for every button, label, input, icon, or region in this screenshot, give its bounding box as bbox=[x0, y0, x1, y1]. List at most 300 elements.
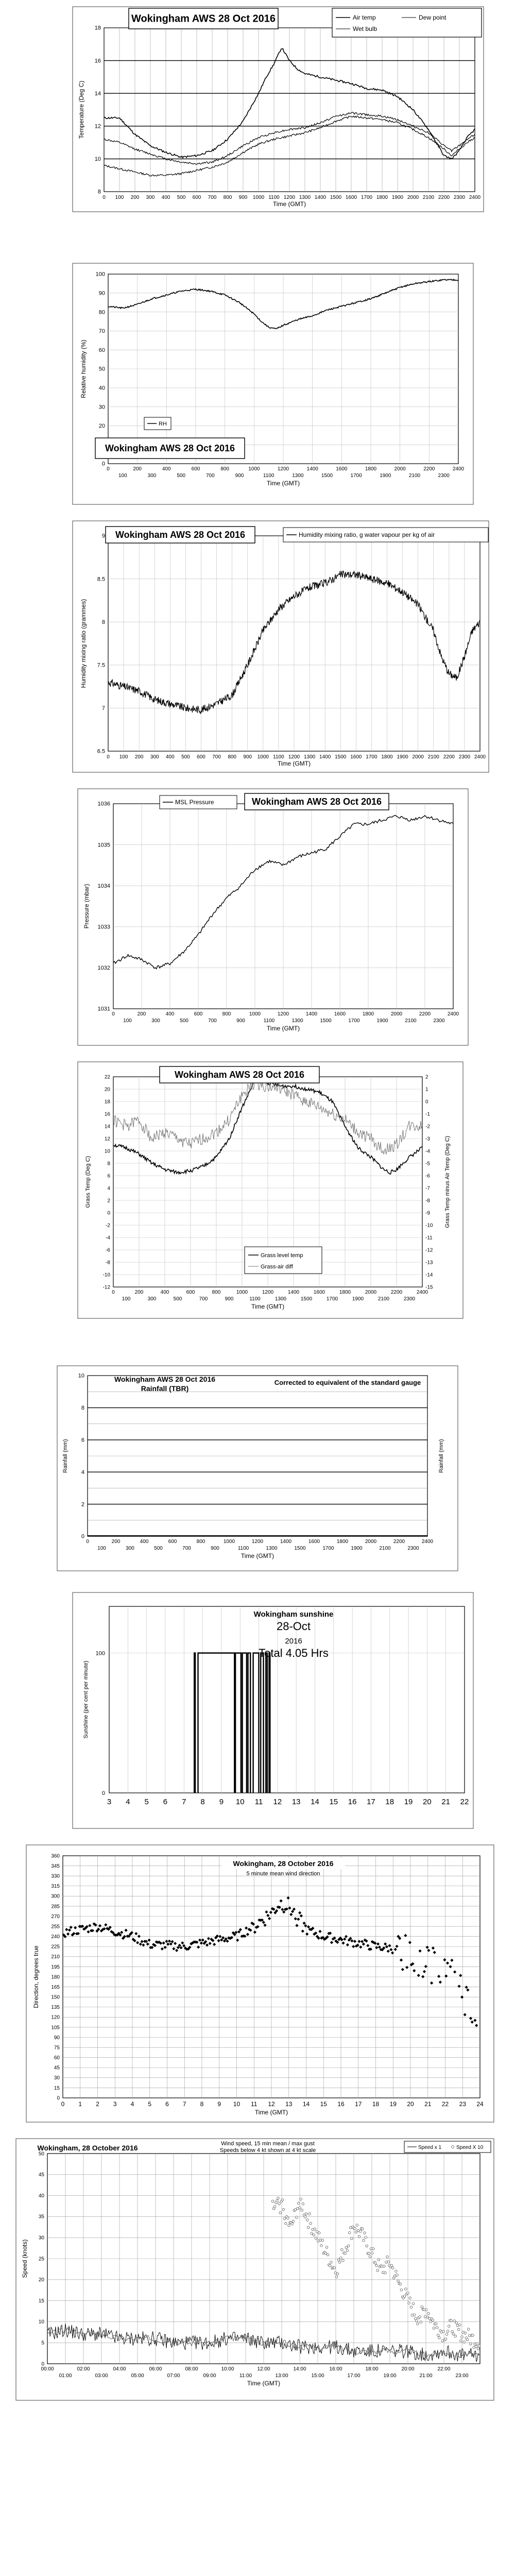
x-axis-tick-label: 21 bbox=[441, 1798, 451, 1806]
speed-x10-point bbox=[347, 2245, 350, 2247]
x-axis-tick-label: 18:00 bbox=[365, 2366, 379, 2372]
chart-subtitle: 5 minute mean wind direction bbox=[246, 1871, 320, 1877]
x-axis-tick-label: 400 bbox=[161, 195, 170, 200]
y-axis-label: Temperature (Deg C) bbox=[78, 80, 85, 139]
x-axis-tick-label: 500 bbox=[177, 473, 186, 479]
speed-x10-point bbox=[376, 2269, 379, 2272]
speed-x10-point bbox=[450, 2319, 453, 2322]
x-axis-tick-label: 1400 bbox=[319, 754, 331, 760]
speed-x10-point bbox=[313, 2234, 315, 2236]
x-axis-tick-label: 300 bbox=[126, 1546, 134, 1551]
x-axis-tick-label: 2300 bbox=[407, 1546, 419, 1551]
y-axis-tick-label-right: -13 bbox=[425, 1260, 433, 1266]
speed-x10-point bbox=[410, 2306, 413, 2309]
x-axis-tick-label: 1 bbox=[78, 2100, 82, 2108]
sunshine-bar bbox=[269, 1653, 270, 1793]
x-axis-tick-label: 1200 bbox=[277, 466, 289, 472]
x-axis-tick-label: 11 bbox=[254, 1798, 263, 1806]
x-axis-tick-label: 1400 bbox=[314, 195, 327, 200]
speed-x10-point bbox=[372, 2248, 375, 2250]
panel-border bbox=[78, 1062, 463, 1318]
x-axis-tick-label: 2300 bbox=[403, 1296, 416, 1302]
panel-border bbox=[26, 1845, 494, 2122]
chart-note: Speeds below 4 kt shown at 4 kt scale bbox=[219, 2147, 316, 2154]
speed-x10-point bbox=[459, 2324, 461, 2326]
x-axis-tick-label: 0 bbox=[112, 1290, 115, 1295]
x-axis-tick-label: 1000 bbox=[249, 1011, 261, 1017]
air-temperature-svg bbox=[72, 6, 484, 212]
speed-x10-point bbox=[405, 2288, 407, 2291]
speed-x10-point bbox=[354, 2227, 356, 2230]
sunshine-chart bbox=[72, 1592, 474, 1829]
y-axis-tick-label: 1032 bbox=[97, 965, 110, 972]
x-axis-tick-label: 200 bbox=[134, 1290, 144, 1295]
x-axis-tick-label: 1700 bbox=[326, 1296, 338, 1302]
speed-x10-point bbox=[292, 2220, 295, 2223]
legend-entry-dew-point: Dew point bbox=[419, 14, 447, 21]
x-axis-tick-label: 800 bbox=[196, 1539, 205, 1545]
x-axis-tick-label: 23:00 bbox=[455, 2373, 469, 2379]
y-axis-tick-label: 0 bbox=[57, 2095, 60, 2102]
speed-x10-point bbox=[300, 2198, 302, 2200]
x-axis-tick-label: 24 bbox=[476, 2100, 484, 2108]
speed-x10-point bbox=[355, 2231, 357, 2233]
y-axis-label: Sunshine (per cent per minute) bbox=[83, 1660, 89, 1739]
speed-x10-point bbox=[321, 2239, 324, 2242]
speed-x10-point bbox=[306, 2219, 308, 2222]
x-axis-tick-label: 13:00 bbox=[275, 2373, 288, 2379]
x-axis-tick-label: 01:00 bbox=[59, 2373, 72, 2379]
y-axis-tick-label: -10 bbox=[102, 1272, 110, 1278]
x-axis-tick-label: 3 bbox=[113, 2100, 117, 2108]
x-axis-tick-label: 2000 bbox=[407, 195, 419, 200]
x-axis-tick-label: 1800 bbox=[365, 466, 377, 472]
speed-x10-point bbox=[284, 2222, 287, 2225]
x-axis-tick-label: 2400 bbox=[474, 754, 486, 760]
wind-direction-svg bbox=[26, 1844, 494, 2123]
speed-x10-point bbox=[337, 2259, 340, 2261]
x-axis-tick-label: 10 bbox=[235, 1798, 245, 1806]
y-axis-tick-label: 80 bbox=[98, 309, 105, 316]
speed-x10-point bbox=[341, 2248, 344, 2251]
speed-x10-point bbox=[386, 2256, 389, 2258]
x-axis-tick-label: 1700 bbox=[350, 473, 362, 479]
legend-entry-hmr: Humidity mixing ratio, g water vapour per kg of air bbox=[299, 531, 435, 538]
speed-x10-point bbox=[368, 2252, 370, 2255]
x-axis-tick-label: 20 bbox=[407, 2100, 414, 2108]
y-axis-tick-label: -4 bbox=[106, 1235, 110, 1241]
x-axis-tick-label: 2300 bbox=[458, 754, 471, 760]
speed-x10-point bbox=[412, 2302, 415, 2305]
x-axis-tick-label: 00:00 bbox=[41, 2366, 54, 2372]
chart-title: Wokingham, 28 October 2016 bbox=[233, 1859, 334, 1868]
x-axis-tick-label: 400 bbox=[140, 1539, 149, 1545]
y-axis-tick-label: -8 bbox=[106, 1260, 110, 1266]
x-axis-tick-label: 1000 bbox=[223, 1539, 235, 1545]
y-axis-tick-label: 1036 bbox=[97, 801, 110, 807]
y-axis-tick-label: 330 bbox=[51, 1873, 60, 1879]
x-axis-tick-label: 900 bbox=[211, 1546, 219, 1551]
speed-x10-point bbox=[383, 2265, 386, 2267]
speed-x10-point bbox=[454, 2335, 457, 2337]
x-axis-tick-label: 15 bbox=[329, 1798, 338, 1806]
speed-x10-point bbox=[330, 2261, 333, 2264]
speed-x10-point bbox=[377, 2259, 380, 2261]
panel-border bbox=[16, 2139, 494, 2400]
x-axis-tick-label: 1600 bbox=[334, 1011, 346, 1017]
y-axis-label: Direction, degrees true bbox=[32, 1945, 40, 2008]
x-axis-tick-label: 1800 bbox=[336, 1539, 349, 1545]
chart-year-label: 2016 bbox=[285, 1637, 302, 1646]
x-axis-tick-label: 300 bbox=[150, 754, 159, 760]
y-axis-tick-label: 6.5 bbox=[97, 748, 105, 755]
speed-x10-point bbox=[432, 2319, 434, 2321]
x-axis-tick-label: 2200 bbox=[393, 1539, 405, 1545]
x-axis-tick-label: 1800 bbox=[339, 1290, 351, 1295]
x-axis-tick-label: 2200 bbox=[419, 1011, 431, 1017]
x-axis-tick-label: 6 bbox=[163, 1798, 168, 1806]
speed-x10-point bbox=[395, 2270, 398, 2273]
x-axis-tick-label: 13 bbox=[285, 2100, 293, 2108]
speed-x10-point bbox=[299, 2207, 301, 2209]
x-axis-tick-label: 100 bbox=[119, 754, 128, 760]
x-axis-tick-label: 19:00 bbox=[383, 2373, 397, 2379]
x-axis-tick-label: 800 bbox=[228, 754, 237, 760]
x-axis-tick-label: 11 bbox=[251, 2100, 258, 2108]
y-axis-tick-label: 50 bbox=[98, 366, 105, 372]
x-axis-tick-label: 1300 bbox=[274, 1296, 287, 1302]
y-axis-tick-label: 100 bbox=[95, 1650, 105, 1657]
y-axis-tick-label-right: -3 bbox=[425, 1136, 430, 1142]
x-axis-tick-label: 2300 bbox=[438, 473, 450, 479]
speed-x10-point bbox=[278, 2202, 281, 2205]
x-axis-tick-label: 0 bbox=[112, 1011, 115, 1017]
x-axis-tick-label: 1700 bbox=[366, 754, 377, 760]
y-axis-tick-label: 150 bbox=[51, 1994, 60, 2001]
speed-x10-point bbox=[358, 2235, 360, 2238]
speed-x10-point bbox=[371, 2252, 373, 2255]
x-axis-tick-label: 200 bbox=[137, 1011, 146, 1017]
x-axis-tick-label: 03:00 bbox=[95, 2373, 108, 2379]
x-axis-tick-label: 1500 bbox=[335, 754, 347, 760]
y-axis-tick-label: 90 bbox=[98, 290, 105, 297]
relative-humidity-chart bbox=[72, 263, 474, 505]
y-axis-tick-label-right: -14 bbox=[425, 1272, 433, 1278]
speed-x10-point bbox=[457, 2328, 460, 2331]
speed-x10-point bbox=[283, 2217, 286, 2220]
x-axis-tick-label: 18 bbox=[385, 1798, 394, 1806]
x-axis-tick-label: 1300 bbox=[292, 473, 304, 479]
chart-title: Wokingham sunshine bbox=[253, 1610, 334, 1619]
x-axis-tick-label: 11:00 bbox=[239, 2373, 252, 2379]
x-axis-tick-label: 800 bbox=[220, 466, 230, 472]
x-axis-tick-label: 2000 bbox=[365, 1539, 377, 1545]
x-axis-tick-label: 1600 bbox=[350, 754, 362, 760]
rainfall-svg bbox=[57, 1365, 458, 1571]
speed-x10-point bbox=[282, 2208, 285, 2211]
y-axis-tick-label: -2 bbox=[106, 1223, 110, 1229]
y-axis-tick-label: 10 bbox=[104, 1148, 110, 1155]
speed-x10-point bbox=[301, 2209, 303, 2212]
legend-entry-rh: RH bbox=[159, 421, 167, 427]
x-axis-tick-label: 500 bbox=[154, 1546, 163, 1551]
y-axis-tick-label: 255 bbox=[51, 1924, 60, 1930]
speed-x10-point bbox=[451, 2330, 454, 2333]
speed-x10-point bbox=[390, 2264, 393, 2267]
x-axis-label: Time (GMT) bbox=[277, 760, 311, 767]
speed-x10-point bbox=[362, 2228, 364, 2230]
speed-x10-point bbox=[363, 2239, 365, 2242]
x-axis-tick-label: 3 bbox=[107, 1798, 112, 1806]
y-axis-label: Pressure (mbar) bbox=[83, 884, 90, 929]
y-axis-tick-label: 15 bbox=[38, 2298, 44, 2304]
x-axis-tick-label: 15:00 bbox=[311, 2373, 324, 2379]
x-axis-tick-label: 0 bbox=[102, 195, 106, 200]
x-axis-tick-label: 20:00 bbox=[401, 2366, 415, 2372]
speed-x10-point bbox=[287, 2217, 289, 2219]
x-axis-tick-label: 0 bbox=[107, 754, 110, 760]
y-axis-tick-label-right: -7 bbox=[425, 1185, 430, 1192]
speed-x10-point bbox=[445, 2333, 448, 2336]
y-axis-tick-label: 105 bbox=[51, 2025, 60, 2031]
speed-x10-point bbox=[466, 2338, 469, 2341]
speed-x10-point bbox=[351, 2238, 353, 2240]
x-axis-tick-label: 500 bbox=[180, 1018, 188, 1024]
speed-x10-point bbox=[281, 2199, 284, 2201]
x-axis-tick-label: 1200 bbox=[262, 1290, 274, 1295]
speed-x10-point bbox=[305, 2213, 307, 2215]
x-axis-tick-label: 500 bbox=[181, 754, 190, 760]
humidity-mixing-ratio-svg bbox=[72, 520, 489, 773]
x-axis-tick-label: 17:00 bbox=[347, 2373, 360, 2379]
x-axis-tick-label: 12:00 bbox=[257, 2366, 270, 2372]
speed-x10-point bbox=[310, 2222, 312, 2225]
x-axis-tick-label: 06:00 bbox=[149, 2366, 162, 2372]
speed-x10-point bbox=[342, 2259, 345, 2262]
y-axis-tick-label: 40 bbox=[38, 2193, 44, 2199]
y-axis-tick-label: 60 bbox=[98, 347, 105, 353]
x-axis-tick-label: 200 bbox=[134, 754, 144, 760]
speed-x10-point bbox=[375, 2264, 378, 2267]
y-axis-tick-label: 5 bbox=[41, 2340, 44, 2346]
speed-x10-point bbox=[338, 2261, 341, 2264]
speed-x10-point bbox=[271, 2200, 274, 2202]
x-axis-tick-label: 1200 bbox=[283, 195, 296, 200]
speed-x10-point bbox=[318, 2232, 321, 2234]
x-axis-tick-label: 13 bbox=[291, 1798, 301, 1806]
x-axis-label: Time (GMT) bbox=[247, 2380, 281, 2387]
x-axis-tick-label: 600 bbox=[191, 466, 200, 472]
y-axis-tick-label: 165 bbox=[51, 1984, 60, 1990]
x-axis-tick-label: 1400 bbox=[287, 1290, 300, 1295]
speed-x10-point bbox=[438, 2336, 441, 2339]
y-axis-tick-label: 100 bbox=[95, 271, 105, 278]
speed-x10-point bbox=[314, 2228, 316, 2230]
y-axis-tick-label-right: -1 bbox=[425, 1111, 430, 1117]
x-axis-tick-label: 2200 bbox=[438, 195, 450, 200]
x-axis-tick-label: 900 bbox=[236, 1018, 245, 1024]
y-axis-tick-label: 15 bbox=[54, 2085, 60, 2091]
x-axis-tick-label: 0 bbox=[107, 466, 110, 472]
x-axis-tick-label: 800 bbox=[212, 1290, 221, 1295]
x-axis-tick-label: 1700 bbox=[322, 1546, 334, 1551]
y-axis-tick-label: 45 bbox=[38, 2172, 44, 2178]
x-axis-tick-label: 22 bbox=[441, 2100, 449, 2108]
y-axis-tick-label: 8 bbox=[81, 1405, 84, 1412]
y-axis-tick-label: 6 bbox=[81, 1437, 84, 1444]
y-axis-label-right: Grass Temp minus Air Temp (Deg C) bbox=[444, 1136, 451, 1228]
x-axis-tick-label: 09:00 bbox=[203, 2373, 216, 2379]
speed-x10-point bbox=[470, 2343, 472, 2345]
y-axis-tick-label: 360 bbox=[51, 1853, 60, 1859]
speed-x10-point bbox=[455, 2321, 458, 2324]
x-axis-tick-label: 600 bbox=[192, 195, 201, 200]
legend-entry-grass-level-temp: Grass level temp bbox=[261, 1252, 303, 1259]
x-axis-tick-label: 1500 bbox=[321, 473, 333, 479]
y-axis-tick-label: 25 bbox=[38, 2256, 44, 2262]
x-axis-tick-label: 5 bbox=[144, 1798, 149, 1806]
x-axis-tick-label: 1200 bbox=[251, 1539, 264, 1545]
chart-title: Wokingham AWS 28 Oct 2016 bbox=[115, 530, 246, 540]
y-axis-tick-label: 12 bbox=[94, 123, 101, 130]
msl-pressure-svg bbox=[77, 788, 469, 1046]
y-axis-tick-label: 20 bbox=[104, 1087, 110, 1093]
speed-x10-point bbox=[345, 2246, 348, 2249]
y-axis-tick-label: 0 bbox=[101, 1790, 105, 1797]
y-axis-tick-label: 60 bbox=[54, 2055, 60, 2061]
y-axis-tick-label: 22 bbox=[104, 1074, 110, 1080]
speed-x10-point bbox=[476, 2343, 478, 2345]
x-axis-tick-label: 4 bbox=[126, 1798, 130, 1806]
y-axis-tick-label: 16 bbox=[94, 58, 101, 64]
y-axis-tick-label: 35 bbox=[38, 2214, 44, 2220]
x-axis-tick-label: 2200 bbox=[423, 466, 435, 472]
x-axis-tick-label: 100 bbox=[118, 473, 127, 479]
x-axis-tick-label: 1900 bbox=[397, 754, 408, 760]
chart-title: Wokingham AWS 28 Oct 2016 bbox=[131, 13, 276, 25]
y-axis-tick-label: 10 bbox=[78, 1372, 84, 1379]
x-axis-tick-label: 200 bbox=[111, 1539, 121, 1545]
y-axis-tick-label: 0 bbox=[101, 461, 105, 467]
y-axis-tick-label: 6 bbox=[107, 1173, 110, 1179]
chart-subtitle: Rainfall (TBR) bbox=[141, 1384, 189, 1393]
speed-x10-point bbox=[403, 2295, 406, 2298]
speed-x10-point bbox=[329, 2264, 332, 2267]
chart-title: Wokingham, 28 October 2016 bbox=[37, 2144, 138, 2152]
speed-x10-point bbox=[304, 2216, 306, 2218]
wind-speed-svg bbox=[15, 2138, 494, 2401]
x-axis-tick-label: 700 bbox=[208, 1018, 217, 1024]
x-axis-label: Time (GMT) bbox=[266, 1025, 300, 1032]
y-axis-tick-label-right: -10 bbox=[425, 1223, 433, 1229]
y-axis-tick-label: 10 bbox=[38, 2319, 44, 2325]
x-axis-tick-label: 100 bbox=[97, 1546, 106, 1551]
speed-x10-point bbox=[335, 2276, 338, 2278]
x-axis-tick-label: 2100 bbox=[379, 1546, 391, 1551]
speed-x10-point bbox=[467, 2328, 470, 2331]
y-axis-tick-label-right: -11 bbox=[425, 1235, 433, 1241]
legend-entry-air-temp: Air temp bbox=[353, 14, 376, 21]
x-axis-tick-label: 7 bbox=[182, 2100, 186, 2108]
x-axis-tick-label: 04:00 bbox=[113, 2366, 126, 2372]
x-axis-tick-label: 1100 bbox=[273, 754, 284, 760]
x-axis-tick-label: 1600 bbox=[336, 466, 348, 472]
y-axis-tick-label: 4 bbox=[107, 1185, 110, 1192]
y-axis-tick-label: 1031 bbox=[97, 1006, 110, 1012]
legend-box bbox=[332, 8, 482, 37]
x-axis-tick-label: 5 bbox=[148, 2100, 152, 2108]
x-axis-tick-label: 2000 bbox=[365, 1290, 377, 1295]
legend-entry-grass-air-diff: Grass-air diff bbox=[261, 1264, 293, 1270]
x-axis-label: Time (GMT) bbox=[266, 480, 300, 487]
speed-x10-point bbox=[308, 2213, 311, 2215]
y-axis-tick-label: 4 bbox=[81, 1469, 84, 1476]
x-axis-tick-label: 2100 bbox=[422, 195, 435, 200]
y-axis-tick-label: 195 bbox=[51, 1964, 60, 1970]
x-axis-tick-label: 0 bbox=[86, 1539, 89, 1545]
speed-x10-point bbox=[356, 2224, 358, 2227]
speed-x10-point bbox=[369, 2256, 371, 2258]
x-axis-tick-label: 1900 bbox=[351, 1546, 363, 1551]
x-axis-tick-label: 18 bbox=[372, 2100, 380, 2108]
x-axis-tick-label: 100 bbox=[115, 195, 124, 200]
x-axis-tick-label: 700 bbox=[199, 1296, 208, 1302]
x-axis-tick-label: 1400 bbox=[306, 466, 318, 472]
y-axis-tick-label: -6 bbox=[106, 1247, 110, 1253]
y-axis-tick-label: 50 bbox=[38, 2151, 44, 2157]
speed-x10-point bbox=[460, 2340, 462, 2342]
x-axis-tick-label: 2100 bbox=[427, 754, 439, 760]
y-axis-tick-label: 180 bbox=[51, 1974, 60, 1980]
speed-x10-point bbox=[425, 2309, 427, 2311]
speed-x10-point bbox=[419, 2316, 421, 2318]
x-axis-tick-label: 21:00 bbox=[419, 2373, 433, 2379]
y-axis-tick-label: 7 bbox=[101, 705, 105, 712]
chart-total-label: Total 4.05 Hrs bbox=[259, 1647, 329, 1659]
x-axis-tick-label: 1000 bbox=[248, 466, 260, 472]
x-axis-tick-label: 7 bbox=[182, 1798, 186, 1806]
x-axis-tick-label: 10 bbox=[233, 2100, 241, 2108]
x-axis-tick-label: 2100 bbox=[408, 473, 421, 479]
x-axis-tick-label: 1600 bbox=[308, 1539, 320, 1545]
speed-x10-point bbox=[295, 2216, 298, 2219]
x-axis-tick-label: 800 bbox=[222, 1011, 231, 1017]
x-axis-tick-label: 2200 bbox=[390, 1290, 403, 1295]
x-axis-tick-label: 1100 bbox=[268, 195, 280, 200]
x-axis-tick-label: 07:00 bbox=[167, 2373, 180, 2379]
x-axis-tick-label: 1500 bbox=[300, 1296, 313, 1302]
x-axis-tick-label: 800 bbox=[223, 195, 232, 200]
y-axis-tick-label: 0 bbox=[41, 2361, 44, 2367]
y-axis-tick-label: 70 bbox=[98, 328, 105, 335]
x-axis-tick-label: 10:00 bbox=[221, 2366, 234, 2372]
x-axis-tick-label: 2400 bbox=[469, 195, 481, 200]
x-axis-tick-label: 300 bbox=[146, 195, 155, 200]
y-axis-tick-label-right: -8 bbox=[425, 1198, 430, 1204]
speed-x10-point bbox=[291, 2223, 294, 2225]
x-axis-tick-label: 2400 bbox=[447, 1011, 459, 1017]
speed-x10-point bbox=[277, 2197, 280, 2199]
x-axis-tick-label: 500 bbox=[173, 1296, 182, 1302]
x-axis-tick-label: 02:00 bbox=[77, 2366, 90, 2372]
y-axis-tick-label: 120 bbox=[51, 2014, 60, 2021]
x-axis-tick-label: 2100 bbox=[377, 1296, 390, 1302]
y-axis-tick-label: 20 bbox=[98, 423, 105, 430]
x-axis-tick-label: 14 bbox=[302, 2100, 310, 2108]
speed-x10-point bbox=[288, 2224, 290, 2227]
speed-x10-point bbox=[444, 2338, 447, 2341]
y-axis-label: Grass Temp (Deg C) bbox=[85, 1156, 91, 1208]
